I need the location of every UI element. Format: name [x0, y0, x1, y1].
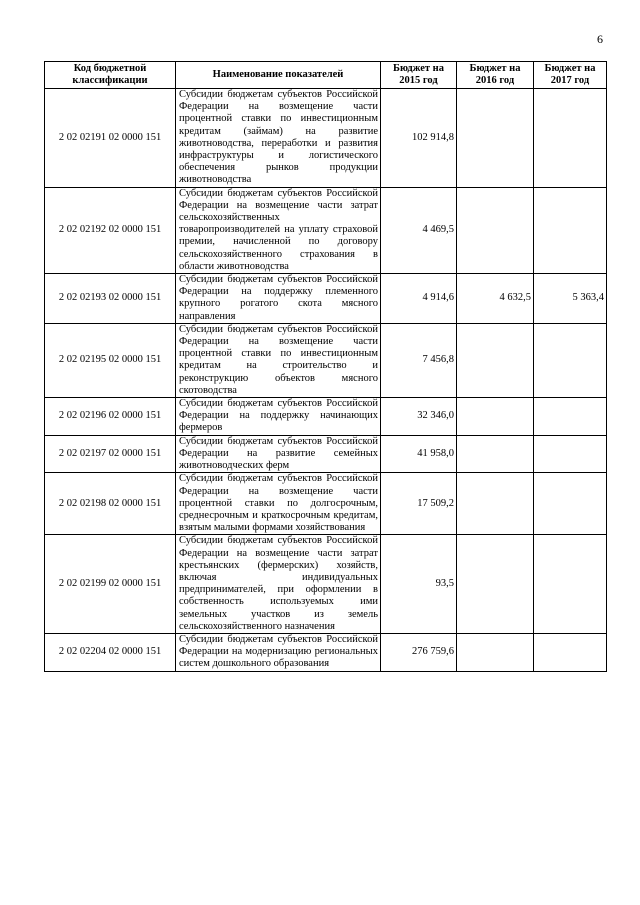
table-row — [45, 435, 607, 473]
header-budget-2016: Бюджет на 2016 год — [457, 62, 534, 89]
budget-2015-cell: 7 456,8 — [381, 323, 457, 397]
budget-2015-cell: 17 509,2 — [381, 473, 457, 535]
code-cell: 2 02 02195 02 0000 151 — [45, 323, 176, 397]
name-cell: Субсидии бюджетам субъектов Российской Федерации на поддержку начинающих фермеров — [176, 398, 381, 436]
table-row — [45, 398, 607, 436]
name-cell: Субсидии бюджетам субъектов Российской Федерации на поддержку племенного крупного рогатого скота мясного направления — [176, 274, 381, 324]
budget-2016-cell — [457, 435, 534, 473]
budget-2017-cell — [534, 633, 607, 671]
code-cell: 2 02 02191 02 0000 151 — [45, 89, 176, 188]
code-cell: 2 02 02197 02 0000 151 — [45, 435, 176, 473]
budget-2016-cell: 4 632,5 — [457, 274, 534, 324]
budget-2016-cell — [457, 473, 534, 535]
name-cell: Субсидии бюджетам субъектов Российской Федерации на возмещение части процентной ставки по долгосрочным, среднесрочным и краткосрочным кредитам, взятым малыми формами хозяйствования — [176, 473, 381, 535]
name-cell: Субсидии бюджетам субъектов Российской Федерации на возмещение части затрат сельскохозяйственных товаропроизводителей на уплату страховой премии, начисленной по договору сельскохозяйственного страхования в области животноводства — [176, 187, 381, 273]
budget-2015-cell: 102 914,8 — [381, 89, 457, 188]
budget-2017-cell: 5 363,4 — [534, 274, 607, 324]
table-row — [45, 535, 607, 634]
header-budget-2015: Бюджет на 2015 год — [381, 62, 457, 89]
budget-2016-cell — [457, 89, 534, 188]
table-row — [45, 323, 607, 397]
budget-2017-cell — [534, 435, 607, 473]
budget-2015-cell: 93,5 — [381, 535, 457, 634]
code-cell: 2 02 02199 02 0000 151 — [45, 535, 176, 634]
name-cell: Субсидии бюджетам субъектов Российской Федерации на возмещение части процентной ставки по инвестиционным кредитам на строительство и реконструкцию объектов мясного скотоводства — [176, 323, 381, 397]
name-cell: Субсидии бюджетам субъектов Российской Федерации на возмещение части процентной ставки по инвестиционным кредитам (займам) на развитие животноводства, переработки и развития инфраструктуры и логистического обеспечения рынков продукции животноводства — [176, 89, 381, 188]
name-cell: Субсидии бюджетам субъектов Российской Федерации на модернизацию региональных систем дошкольного образования — [176, 633, 381, 671]
budget-2015-cell: 276 759,6 — [381, 633, 457, 671]
code-cell: 2 02 02198 02 0000 151 — [45, 473, 176, 535]
table-header-row — [45, 62, 607, 89]
header-code: Код бюджетной классификации — [45, 62, 176, 89]
budget-2016-cell — [457, 187, 534, 273]
table-row — [45, 187, 607, 273]
code-cell: 2 02 02196 02 0000 151 — [45, 398, 176, 436]
code-cell: 2 02 02192 02 0000 151 — [45, 187, 176, 273]
budget-2015-cell: 32 346,0 — [381, 398, 457, 436]
table-row — [45, 274, 607, 324]
table-row — [45, 633, 607, 671]
header-budget-2017: Бюджет на 2017 год — [534, 62, 607, 89]
budget-2017-cell — [534, 473, 607, 535]
budget-2017-cell — [534, 398, 607, 436]
page-number: 6 — [597, 32, 603, 46]
table-row — [45, 89, 607, 188]
budget-2015-cell: 4 914,6 — [381, 274, 457, 324]
table-row — [45, 473, 607, 535]
budget-2016-cell — [457, 633, 534, 671]
budget-2017-cell — [534, 89, 607, 188]
name-cell: Субсидии бюджетам субъектов Российской Федерации на развитие семейных животноводческих ферм — [176, 435, 381, 473]
budget-table — [44, 61, 607, 672]
budget-2016-cell — [457, 398, 534, 436]
name-cell: Субсидии бюджетам субъектов Российской Федерации на возмещение части затрат крестьянских (фермерских) хозяйств, включая индивидуальных предпринимателей, при оформлении в собственность используемых ими земельных участков из земель сельскохозяйственного назначения — [176, 535, 381, 634]
header-name: Наименование показателей — [176, 62, 381, 89]
budget-2017-cell — [534, 535, 607, 634]
budget-2015-cell: 41 958,0 — [381, 435, 457, 473]
budget-2016-cell — [457, 535, 534, 634]
code-cell: 2 02 02204 02 0000 151 — [45, 633, 176, 671]
budget-2017-cell — [534, 187, 607, 273]
budget-2015-cell: 4 469,5 — [381, 187, 457, 273]
budget-2017-cell — [534, 323, 607, 397]
code-cell: 2 02 02193 02 0000 151 — [45, 274, 176, 324]
budget-2016-cell — [457, 323, 534, 397]
